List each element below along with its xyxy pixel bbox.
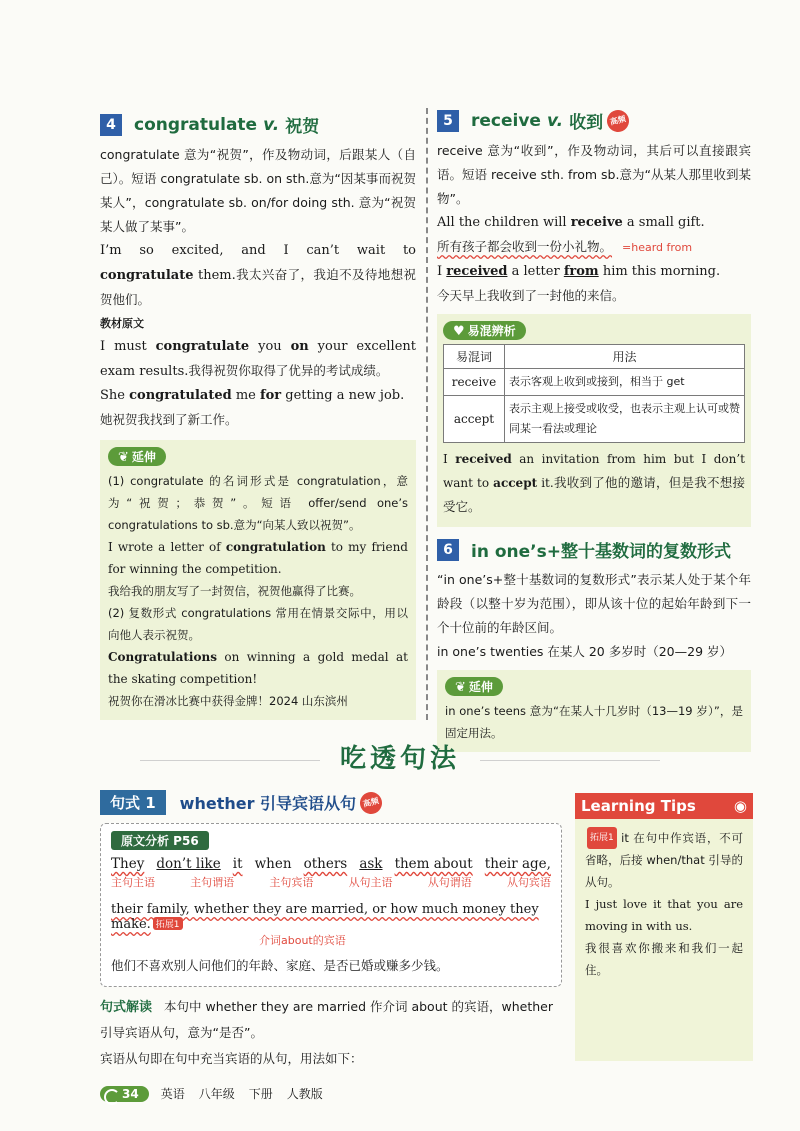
section-6-explanation: “in one’s+整十基数词的复数形式”表示某人处于某个年龄段（以整十岁为范围），即从该十位的起始年龄到下一个十位前的年龄区间。 [437,572,751,635]
banner-line-left [140,760,320,761]
section-4-cn: 祝贺 [285,117,320,137]
learning-tips-title: Learning Tips [581,797,696,815]
extension-example-2: Congratulations on winning a gold medal at the skating competition! [108,650,408,686]
section-4-explanation: congratulate 意为“祝贺”，作及物动词，后跟某人（自己）。短语 congratulate sb. on sth.意为“因某事而祝贺某人”，congratulate sb. on/for doing sth. 意为“祝贺某人做了某事”。 [100,147,416,234]
extension-example-1-cn: 我给我的朋友写了一封贺信，祝贺他赢得了比赛。 [108,584,361,598]
banner-title: 吃透句法 [339,744,460,774]
grammar-label: 从句主语 [348,876,393,889]
extension-example-2-cn: 祝贺你在滑冰比赛中获得金牌！2024 山东滨州 [108,694,348,708]
section-6 [437,537,751,752]
extension-label: ❦ 延伸 [445,677,503,696]
word: their age, [484,856,551,872]
tip-1: 拓展1 it 在句中作宾语，不可省略，后接 when/that 引导的从句。 [585,827,743,893]
section-5-cn: 收到 [569,113,604,133]
section-5-example-1-cn: 所有孩子都会收到一份小礼物。 =heard from [437,239,693,254]
footer-term: 下册 [248,1087,273,1101]
circle-dot-icon: ◉ [733,797,747,815]
footer-subject: 英语 [160,1087,185,1101]
analysis-sentence-line-1 [111,856,551,872]
section-4 [100,112,416,720]
section-4-pos: v. [263,114,280,135]
grammar-label: 从句宾语 [506,876,551,889]
section-5-example-2-cn: 今天早上我收到了一封他的来信。 [437,288,625,303]
extension-point-2: (2) 复数形式 congratulations 常用在情景交际中，用以向他人表示祝贺。 [108,606,408,642]
extension-label: ❦ 延伸 [108,447,166,466]
pattern-heading [100,790,562,815]
confusable-label: ♥ 易混辨析 [443,321,526,340]
section-5 [437,108,751,752]
word: ask [359,856,383,872]
section-6-heading: in one’s+整十基数词的复数形式 [471,542,731,562]
original-text-analysis [100,823,562,987]
footer-edition: 人教版 [286,1087,323,1101]
pattern-title: whether 引导宾语从句 [179,794,357,813]
word: it [232,856,243,872]
page-number: 34 [100,1086,149,1102]
table-header: 易混词 [444,345,505,369]
grammar-label: 主句宾语 [269,876,314,889]
sprout-icon: ❦ [455,680,466,695]
section-4-example-1: I’m so excited, and I can’t wait to congratulate them.我太兴奋了，我迫不及待地想祝贺他们。 [100,243,416,307]
section-6-example: in one’s twenties 在某人 20 多岁时（20—29 岁） [437,644,733,659]
textbook-source-label: 教材原文 [100,317,144,330]
confusable-example: I received an invitation from him but I don’t want to accept it.我收到了他的邀请，但是我不想接受它。 [443,452,745,514]
page-footer [100,1085,337,1102]
learning-tips-body [575,819,753,989]
confusable-words-box [437,314,751,527]
section-4-extension [100,440,416,720]
section-5-word: receive [471,110,541,131]
heart-icon: ♥ [453,324,465,339]
learning-tips-panel [575,793,753,1061]
interpretation-text: 本句中 whether they are married 作介词 about 的宾语，whether 引导宾语从句，意为“是否”。 [100,999,553,1040]
section-6-title [437,537,751,562]
section-6-number: 6 [437,539,459,561]
interpretation-text-2: 宾语从句即在句中充当宾语的从句，用法如下： [100,1051,363,1066]
syntax-banner [0,738,800,775]
word: don’t like [156,856,221,872]
section-4-example-3-cn: 她祝贺我找到了新工作。 [100,412,238,427]
section-5-example-2: I received a letter from him this morning. [437,264,721,279]
grammar-label: 主句谓语 [190,876,235,889]
table-row: receive 表示客观上收到或接到，相当于 get [444,369,745,396]
section-4-example-2: I must congratulate you on your excellent exam results.我得祝贺你取得了优异的考试成绩。 [100,339,416,379]
word: them about [394,856,473,872]
tip-example-cn: 我很喜欢你搬来和我们一起住。 [585,941,743,977]
pattern-interpretation [100,995,562,1071]
word: when [254,856,292,872]
sentence-pattern-1 [100,790,562,1071]
word: others [303,856,348,872]
banner-line-right [480,760,660,761]
section-4-word: congratulate [134,114,258,135]
section-5-example-1: All the children will receive a small gift. [437,215,705,230]
analysis-label: 原文分析 P56 [111,831,209,850]
extension-point-1: (1) congratulate 的名词形式是 congratulation，意为“祝贺；恭贺”。短语 offer/send one’s congratulations to sb.意为“向某人致以祝贺”。 [108,474,408,532]
grammar-label: 从句谓语 [427,876,472,889]
analysis-translation: 他们不喜欢别人问他们的年龄、家庭、是否已婚或赚多少钱。 [111,958,449,973]
confusable-table [443,344,745,443]
grammar-label: 主句主语 [111,876,155,889]
footer-grade: 八年级 [198,1087,235,1101]
word: They [111,856,145,872]
section-4-title [100,112,416,137]
extension-tag: 拓展1 [587,827,617,849]
interpretation-label: 句式解读 [100,1000,153,1015]
section-4-number: 4 [100,114,122,136]
high-frequency-badge: 高频 [605,107,632,134]
table-row: accept 表示主观上接受或收受，也表示主观上认可或赞同某一看法或理论 [444,396,745,443]
section-4-example-3: She congratulated me for getting a new job. [100,388,405,403]
section-6-extension-text: in one’s teens 意为“在某人十几岁时（13—19 岁）”，是固定用法。 [445,704,743,740]
extension-tag: 拓展1 [153,917,183,930]
sprout-icon: ❦ [118,450,129,465]
analysis-sentence-line-2: their family, whether they are married, or how much money they make. 拓展1 [111,902,539,932]
section-5-pos: v. [546,110,564,131]
extension-example-1: I wrote a letter of congratulation to my friend for winning the competition. [108,540,408,576]
section-5-title [437,108,751,133]
high-frequency-badge: 高频 [358,789,385,816]
section-5-number: 5 [437,110,459,132]
about-object-label: 介词about的宾语 [259,934,346,947]
grammar-labels [111,874,551,890]
column-divider [426,108,428,720]
learning-tips-header [575,793,753,819]
tip-example: I just love it that you are moving in with us. [585,897,743,933]
section-5-explanation: receive 意为“收到”，作及物动词，其后可以直接跟宾语。短语 receive sth. from sb.意为“从某人那里收到某物”。 [437,143,751,206]
table-header: 用法 [505,345,745,369]
pattern-tag: 句式 1 [100,790,166,815]
